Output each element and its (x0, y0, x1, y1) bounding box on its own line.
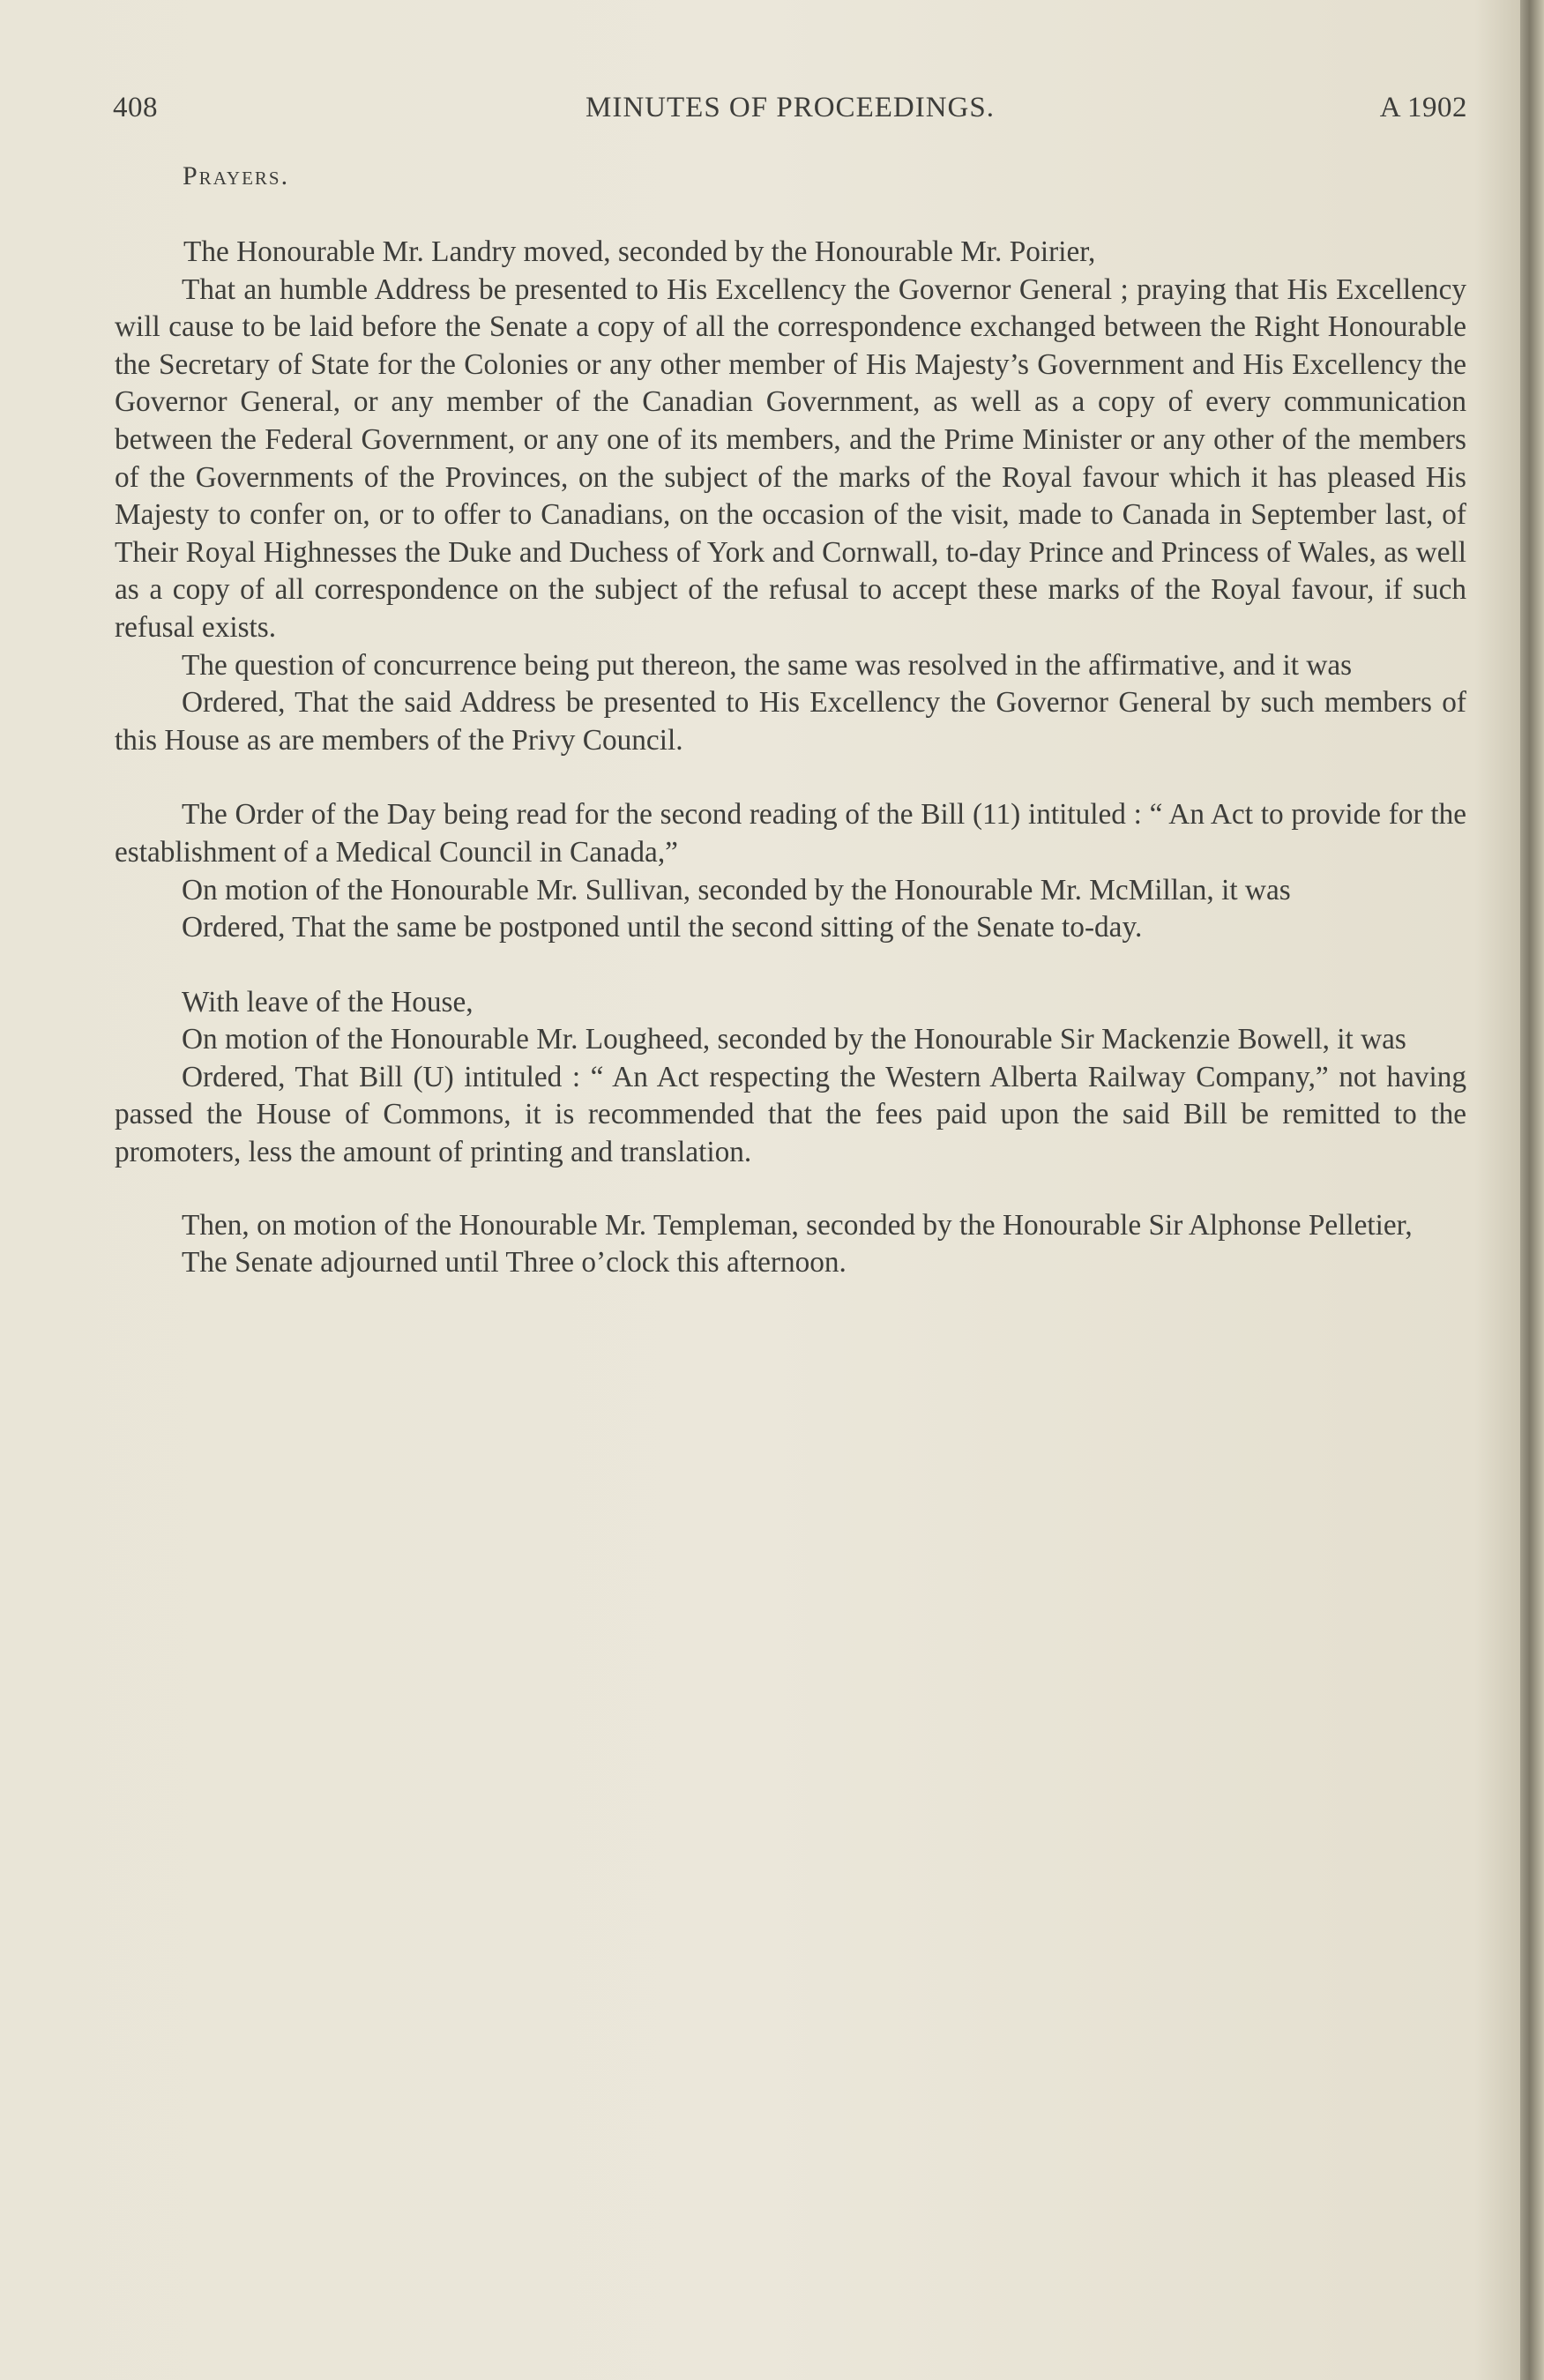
prayers-heading: Prayers. (183, 161, 290, 190)
paragraph-motion-landry: The Honourable Mr. Landry moved, seconded by the Honourable Mr. Poirier, (183, 235, 1096, 268)
session-year: A 1902 (1379, 92, 1467, 123)
page-number: 408 (113, 92, 158, 123)
paragraph-concurrence: The question of concurrence being put thereon, the same was resolved in the affirmative, and it was (182, 648, 1353, 682)
running-title: MINUTES OF PROCEEDINGS. (586, 92, 995, 123)
paragraph-ordered-postponed: Ordered, That the same be postponed until the second sitting of the Senate to-day. (182, 911, 1143, 944)
paragraph-leave-of-house: With leave of the House, (182, 985, 474, 1018)
paragraph-ordered-address: Ordered, That the said Address be presented to His Excellency the Governor General by such members of this House as are members of the Privy Council. (115, 686, 1466, 757)
paragraph-motion-templeman: Then, on motion of the Honourable Mr. Templeman, seconded by the Honourable Sir Alphonse Pelletier, (182, 1208, 1413, 1242)
paragraph-ordered-bill-u: Ordered, That Bill (U) intituled : “ An Act respecting the Western Alberta Railway Company,” not having passed the House of Commons, it is recommended that the fees paid upon the said Bill be remitted to the promoters, less the amount of printing and translation. (115, 1060, 1466, 1169)
paragraph-motion-lougheed: On motion of the Honourable Mr. Lougheed, seconded by the Honourable Sir Mackenzie Bowell, it was (182, 1023, 1406, 1056)
spacer (115, 759, 1466, 796)
paragraph-adjournment: The Senate adjourned until Three o’clock this afternoon. (182, 1246, 847, 1280)
page-edge-shadow (1520, 0, 1544, 2380)
paragraph-motion-sullivan: On motion of the Honourable Mr. Sullivan, seconded by the Honourable Mr. McMillan, it was (182, 873, 1291, 906)
paragraph-address: That an humble Address be presented to His Excellency the Governor General ; praying that His Excellency will cause to be laid before the Senate a copy of all the correspondence exchanged between the Right Honourable the Secretary of State for the Colonies or any other member of His Majesty’s Government and His Excellency the Governor General, or any member of the Canadian Government, as well as a copy of every communication between the Federal Government, or any one of its members, and the Prime Minister or any other of the members of the Governments of the Provinces, on the subject of the marks of the Royal favour which it has pleased His Majesty to confer on, or to offer to Canadians, on the occasion of the visit, made to Canada in September last, of Their Royal Highnesses the Duke and Duchess of York and Cornwall, to-day Prince and Princess of Wales, as well as a copy of all correspondence on the subject of the refusal to accept these marks of the Royal favour, if such refusal exists. (115, 272, 1466, 644)
spacer (115, 947, 1466, 984)
spacer (115, 1172, 1466, 1207)
paragraph-order-of-day: The Order of the Day being read for the second reading of the Bill (11) intituled : “ An Act to provide for the establishment of a Medical Council in Canada,” (115, 798, 1466, 869)
minutes-body (115, 234, 1466, 1282)
page-header (113, 92, 1467, 132)
